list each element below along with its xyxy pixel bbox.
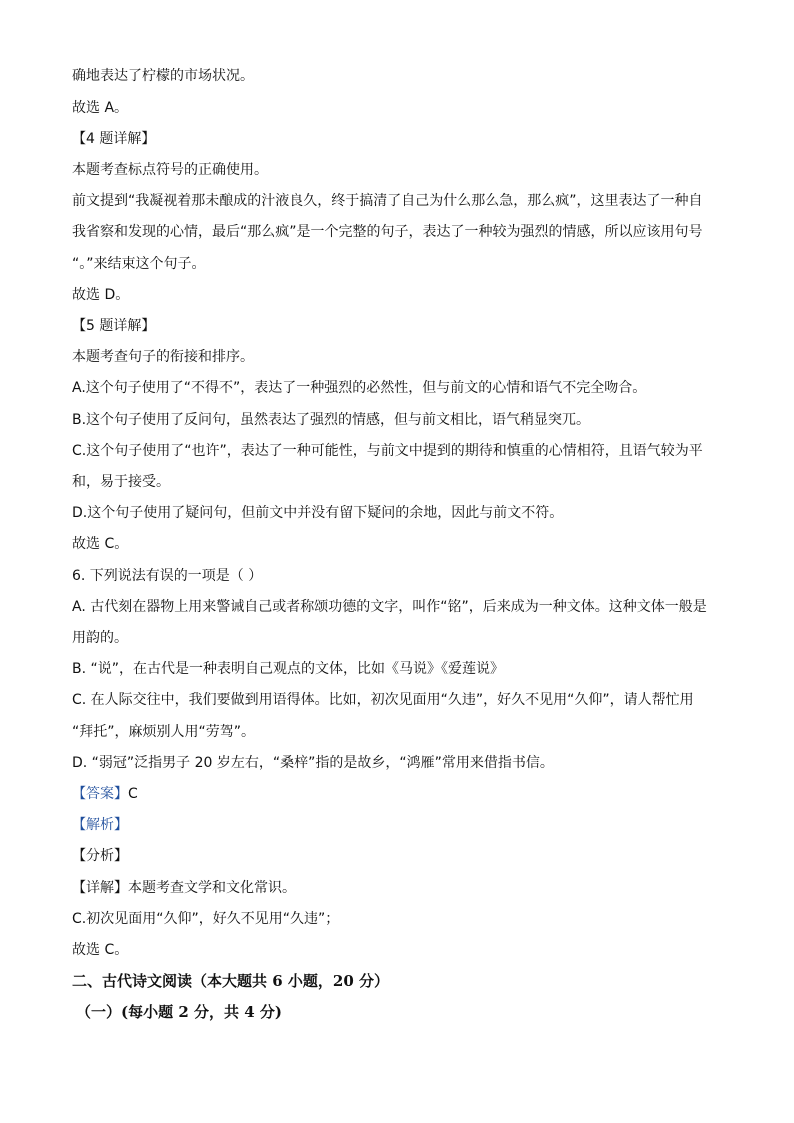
text-line: 和，易于接受。: [72, 474, 170, 490]
option-d: D. “弱冠”泛指男子 20 岁左右，“桑梓”指的是故乡，“鸿雁”常用来借指书信。: [72, 755, 554, 771]
text-line: 本题考查标点符号的正确使用。: [72, 162, 268, 178]
text-line: 确地表达了柠檬的市场状况。: [72, 68, 254, 84]
answer-row: [72, 784, 138, 804]
text-line: 我省察和发现的心情，最后“那么疯”是一个完整的句子，表达了一种较为强烈的情感，所以应该用句号: [72, 224, 703, 240]
text-line: C.这个句子使用了“也许”，表达了一种可能性，与前文中提到的期待和慎重的心情相符，且语气较为平: [72, 443, 703, 459]
option-b: B. “说”，在古代是一种表明自己观点的文体，比如《马说》《爱莲说》: [72, 661, 505, 677]
subsection-title: （一）(每小题 2 分，共 4 分): [76, 1003, 282, 1021]
text-line: B.这个句子使用了反问句，虽然表达了强烈的情感，但与前文相比，语气稍显突兀。: [72, 412, 591, 428]
text-line: 故选 D。: [72, 287, 130, 303]
question-detail-header: 【4 题详解】: [72, 131, 156, 147]
text-line: 故选 A。: [72, 100, 129, 116]
text-line: A.这个句子使用了“不得不”，表达了一种强烈的必然性，但与前文的心情和语气不完全吻合。: [72, 380, 647, 396]
text-line: “。”来结束这个句子。: [72, 256, 206, 272]
conclusion: 故选 C。: [72, 942, 129, 958]
text-line: 故选 C。: [72, 536, 129, 552]
text-line: 前文提到“我凝视着那未酿成的汁液良久，终于搞清了自己为什么那么急，那么疯”，这里表达了一种自: [72, 193, 703, 209]
section-title: 二、古代诗文阅读（本大题共 6 小题，20 分）: [72, 972, 389, 990]
option-c: C. 在人际交往中，我们要做到用语得体。比如，初次见面用“久违”，好久不见用“久仰”，请人帮忙用: [72, 692, 694, 708]
option-c-cont: “拜托”，麻烦别人用“劳驾”。: [72, 724, 256, 740]
option-a-cont: 用韵的。: [72, 630, 128, 646]
detail-line: 【详解】本题考查文学和文化常识。: [72, 880, 296, 896]
question-detail-header: 【5 题详解】: [72, 318, 156, 334]
answer-value: C: [128, 786, 138, 802]
option-a: A. 古代刻在器物上用来警诫自己或者称颂功德的文字，叫作“铭”，后来成为一种文体。这种文体一般是: [72, 599, 707, 615]
text-line: 本题考查句子的衔接和排序。: [72, 349, 254, 365]
detail-line-2: C.初次见面用“久仰”，好久不见用“久违”；: [72, 911, 340, 927]
answer-label: 【答案】: [72, 786, 128, 802]
text-line: D.这个句子使用了疑问句，但前文中并没有留下疑问的余地，因此与前文不符。: [72, 505, 564, 521]
fenxi-label: 【分析】: [72, 848, 128, 864]
question-stem: 6. 下列说法有误的一项是（ ）: [72, 568, 263, 584]
analysis-label: 【解析】: [72, 817, 128, 833]
